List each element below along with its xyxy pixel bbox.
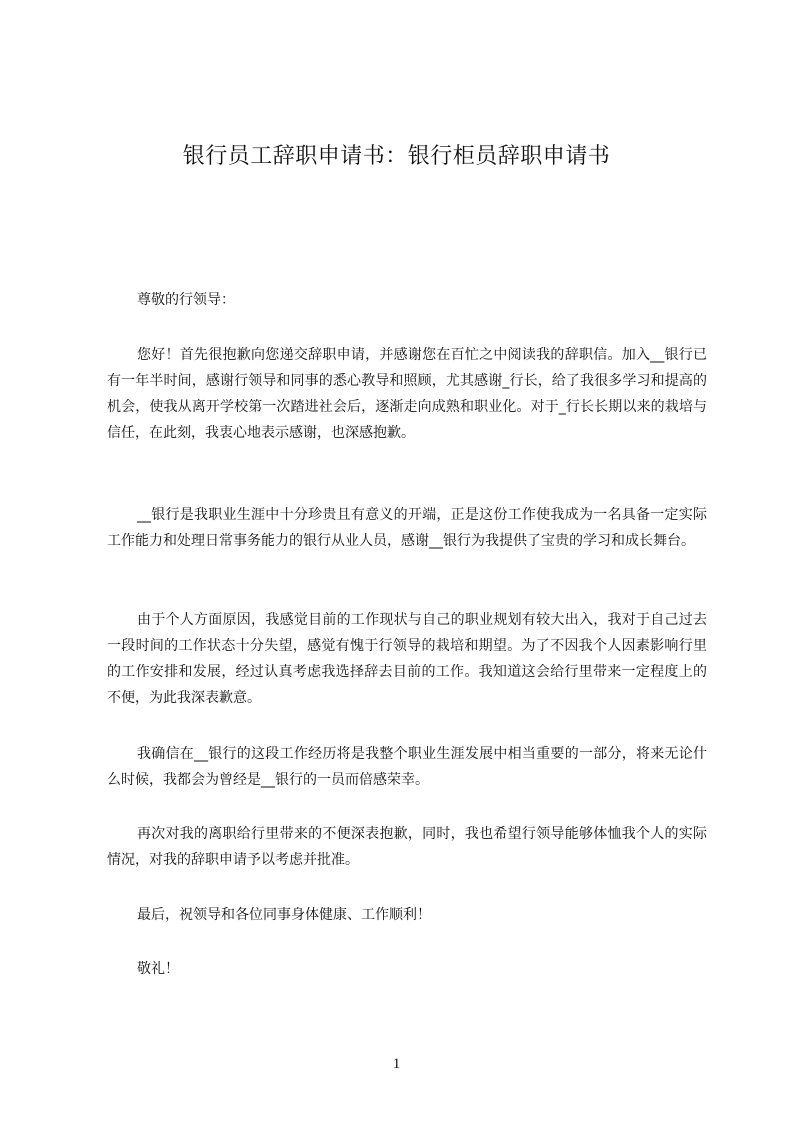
page-number: 1 (392, 1056, 401, 1072)
paragraph-3: 由于个人方面原因，我感觉目前的工作现状与自己的职业规划有较大出入，我对于自己过去一段时间的工作状态十分失望，感觉有愧于行领导的栽培和期望。为了不因我个人因素影响行里的工作安排和发展，经过认真考虑我选择辞去目前的工作。我知道这会给行里带来一定程度上的不便，为此我深表歉意。 (107, 612, 707, 706)
paragraph-4: 我确信在__银行的这段工作经历将是我整个职业生涯发展中相当重要的一部分，将来无论什么时候，我都会为曾经是__银行的一员而倍感荣幸。 (107, 746, 707, 788)
closing-salute: 敬礼！ (137, 961, 179, 977)
closing-wish: 最后，祝领导和各位同事身体健康、工作顺利！ (137, 907, 431, 923)
paragraph-5: 再次对我的离职给行里带来的不便深表抱歉，同时，我也希望行领导能够体恤我个人的实际情况，对我的辞职申请予以考虑并批准。 (107, 826, 707, 868)
document-title: 银行员工辞职申请书：银行柜员辞职申请书 (182, 144, 611, 169)
salutation: 尊敬的行领导： (137, 292, 235, 308)
paragraph-1: 您好！首先很抱歉向您递交辞职申请，并感谢您在百忙之中阅读我的辞职信。加入__银行已有一年半时间，感谢行领导和同事的悉心教导和照顾，尤其感谢_行长，给了我很多学习和提高的机会，使我从离开学校第一次踏进社会后，逐渐走向成熟和职业化。对于_行长长期以来的栽培与信任，在此刻，我衷心地表示感谢，也深感抱歉。 (107, 347, 707, 441)
paragraph-2: __银行是我职业生涯中十分珍贵且有意义的开端，正是这份工作使我成为一名具备一定实际工作能力和处理日常事务能力的银行从业人员，感谢__银行为我提供了宝贵的学习和成长舞台。 (107, 507, 707, 549)
